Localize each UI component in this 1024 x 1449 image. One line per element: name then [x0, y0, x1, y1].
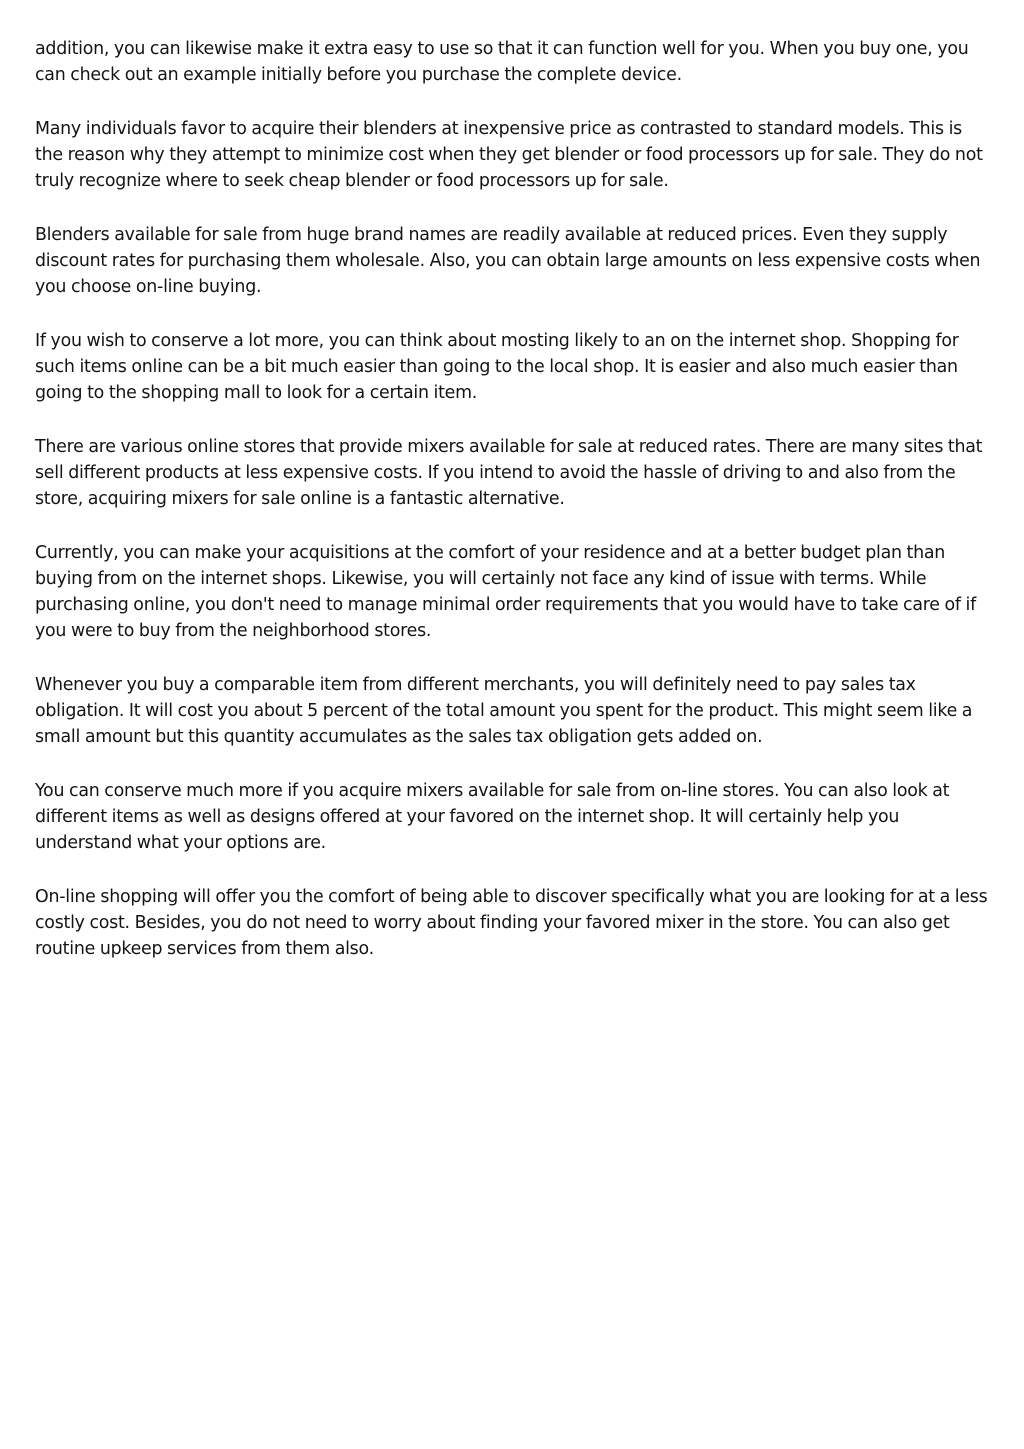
paragraph-9: On-line shopping will offer you the comfort of being able to discover specifically what you are looking for at a less costly cost. Besides, you do not need to worry about finding your favored mixer in the store. You can also get routine upkeep services from them also. — [35, 887, 988, 959]
paragraph-6: Currently, you can make your acquisitions at the comfort of your residence and at a better budget plan than buying from on the internet shops. Likewise, you will certainly not face any kind of issue with terms. While purchasing online, you don't need to manage minimal order requirements that you would have to take care of if you were to buy from the neighborhood stores. — [35, 543, 977, 641]
paragraph-5: There are various online stores that provide mixers available for sale at reduced rates. There are many sites that sell different products at less expensive costs. If you intend to avoid the hassle of driving to and also from the store, acquiring mixers for sale online is a fantastic alternative. — [35, 437, 983, 509]
paragraph-2: Many individuals favor to acquire their blenders at inexpensive price as contrasted to standard models. This is the reason why they attempt to minimize cost when they get blender or food processors up for sale. They do not truly recognize where to seek cheap blender or food processors up for sale. — [35, 119, 983, 191]
paragraph-8: You can conserve much more if you acquire mixers available for sale from on-line stores. You can also look at different items as well as designs offered at your favored on the internet shop. It will certainly help you understand what your options are. — [35, 781, 950, 853]
paragraph-7: Whenever you buy a comparable item from different merchants, you will definitely need to pay sales tax obligation. It will cost you about 5 percent of the total amount you spent for the product. This might seem like a small amount but this quantity accumulates as the sales tax obligation gets added on. — [35, 675, 973, 747]
paragraph-3: Blenders available for sale from huge brand names are readily available at reduced prices. Even they supply discount rates for purchasing them wholesale. Also, you can obtain large amounts on less expensive costs when you choose on-line buying. — [35, 225, 981, 297]
document-page — [35, 36, 993, 990]
paragraph-1: addition, you can likewise make it extra easy to use so that it can function well for you. When you buy one, you can check out an example initially before you purchase the complete device. — [35, 39, 969, 85]
paragraph-4: If you wish to conserve a lot more, you can think about mosting likely to an on the internet shop. Shopping for such items online can be a bit much easier than going to the local shop. It is easier and also much easier than going to the shopping mall to look for a certain item. — [35, 331, 959, 403]
